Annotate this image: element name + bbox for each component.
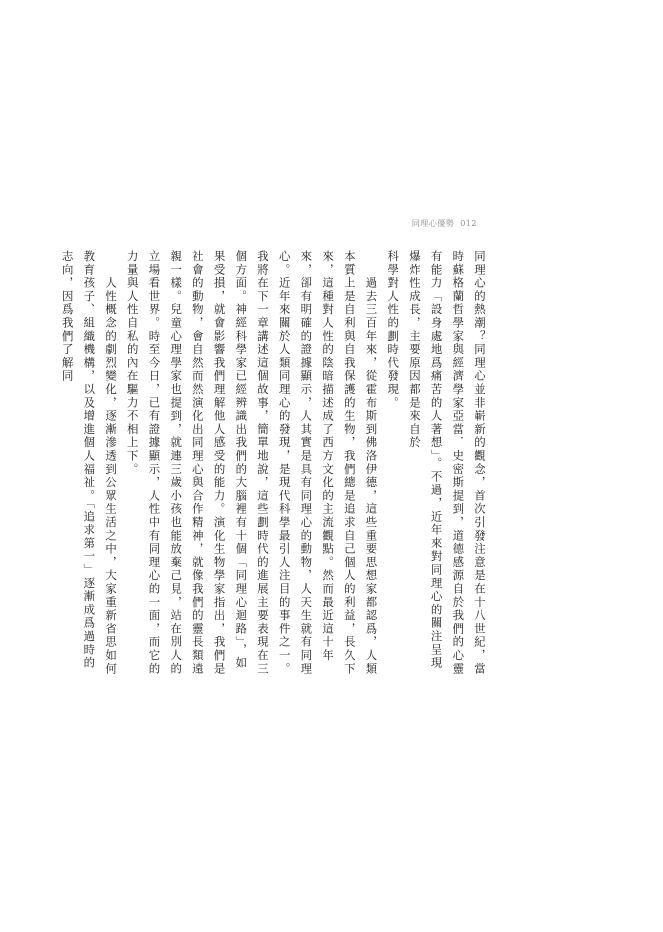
paragraph-2: 科學對人性的劃時代發現。: [386, 250, 401, 410]
vertical-text-body: [60, 250, 490, 680]
running-head-title: 同理心優勢: [411, 219, 455, 228]
running-head: [412, 218, 477, 229]
page-number: 012: [460, 219, 477, 228]
paragraph-3: 過去三百年來，從霍布斯到佛洛伊德，這些重要思想家都認爲，人類本質上是自利與自我保護的生物，我們總是追求自己個人的利益，長久下來，這種對人性的陰暗描述成了西方文化的主流觀點。然而最近這十年來，卻有明確的證據顯示，人其實是具有同理心的動物，人天生就有同理心。近年來關於人類同理心的發現，是現代科學最引人注目的事件之一。我將在下一章講述這個故事，簡單地說，這些劃時代的進展主要表現在三個方面。神經科學家已經辨識出我們的大腦裡有十個「同理心迴路」，如果受損，就會影響我們理解他人感受的能力。演化生物學家指出，我們是社會的動物，會自然而然演化出同理心與合作精神，就像我們的靈長類遠親一樣。兒童心理學家也提到，就連三歲小孩也能放棄己見，站在別人的立場看世界。時至今日，已有證據顯示，人性中有同理心的一面，而它的力量與人性自私的內在驅力不相上下。: [125, 250, 379, 676]
paragraph-1: 同理心的熱潮？同理心並非嶄新的觀念，首次引發注意是在十八世紀，當時蘇格蘭哲學家與經濟學家亞當．史密斯提到，道德感源自於我們的心靈有能力「設身處地爲痛苦的人著想」。不過，近年來對同理心的關注呈現爆炸性成長，主要原因都是來自於: [407, 250, 487, 676]
paragraph-4: 人性概念的劇烈變化，逐漸滲透到公眾生活之中，大家重新省思如何教育孩子、組織機構，以及增進個人福祉。「追求第一」逐漸成爲過時的志向，因爲我們了解同: [60, 250, 119, 676]
